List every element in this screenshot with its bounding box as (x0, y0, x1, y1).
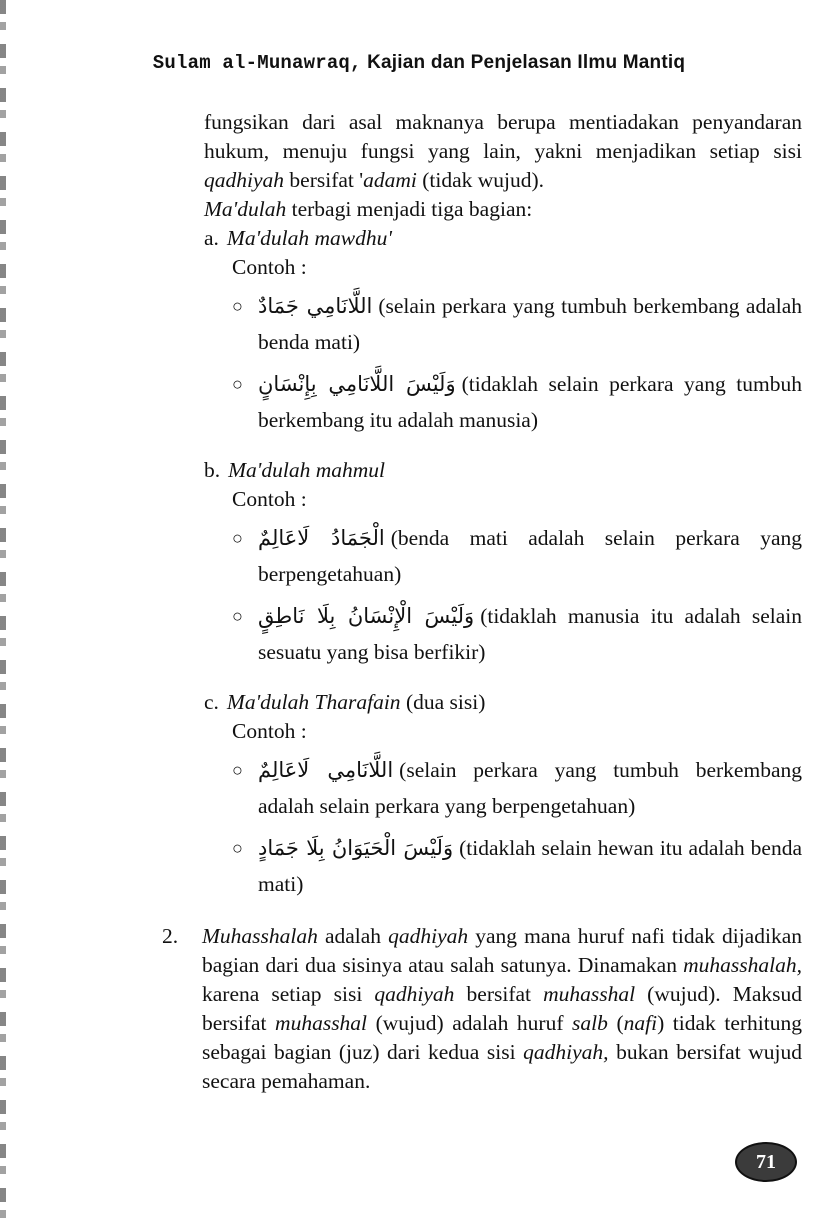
bullet-circle-icon: ○ (232, 528, 243, 548)
contoh-label: Contoh : (232, 255, 307, 279)
section-a-heading (204, 224, 802, 253)
arabic-phrase: اللَّانَامِي جَمَادٌ (258, 294, 373, 318)
header-title-rest: Kajian dan Penjelasan Ilmu Mantiq (361, 52, 686, 73)
example-item (232, 520, 802, 592)
section-b-heading (204, 456, 802, 485)
page-number: 71 (756, 1150, 776, 1173)
arabic-phrase: وَلَيْسَ الْحَيَوَانُ بِلَا جَمَادٍ (258, 836, 454, 860)
em: nafi (623, 1011, 658, 1035)
intro-em: Ma'dulah (204, 197, 287, 221)
contoh-label: Contoh : (232, 487, 307, 511)
em: qadhiyah, (523, 1040, 609, 1064)
bullet-circle-icon: ○ (232, 838, 243, 858)
em: Muhasshalah (202, 924, 318, 948)
em: muhasshal (543, 982, 636, 1006)
bullet-circle-icon: ○ (232, 374, 243, 394)
point-number: 2. (162, 924, 179, 948)
example-gloss: (tidaklah selain hewan itu adalah benda mati) (258, 836, 803, 896)
txt: bersifat (454, 982, 544, 1006)
em: qadhiyah (388, 924, 469, 948)
section-c-title: Ma'dulah Tharafain (226, 690, 401, 714)
section-b-title: Ma'dulah mahmul (228, 458, 386, 482)
arabic-phrase: الْجَمَادُ لَاعَالِمٌ (258, 526, 385, 550)
txt: karena setiap sisi (202, 982, 375, 1006)
page-number-badge (735, 1142, 797, 1182)
example-text (258, 288, 802, 360)
intro-em: qadhiyah (204, 168, 285, 192)
arabic-phrase: اللَّانَامِي لَاعَالِمٌ (258, 758, 394, 782)
txt: (wujud) adalah huruf (367, 1011, 573, 1035)
example-gloss: (benda mati adalah selain perkara yang berpengetahuan) (258, 526, 802, 586)
numbered-point-2 (162, 922, 802, 1096)
bullet-circle-icon: ○ (232, 760, 243, 780)
example-text (258, 598, 802, 670)
section-b (204, 456, 802, 670)
txt: bukan bersifat wujud secara pemahaman. (202, 1040, 802, 1093)
txt: yang mana huruf nafi tidak dijadikan bagian dari dua sisinya atau salah satunya. Dinamakan (202, 924, 802, 977)
intro-text: fungsikan dari asal maknanya berupa mentiadakan penyandaran hukum, menuju fungsi yang lain, yakni menjadikan setiap sisi (204, 110, 802, 163)
page-body (162, 108, 802, 1096)
txt: ( (607, 1011, 624, 1035)
example-text (258, 830, 802, 902)
intro-text: terbagi menjadi tiga bagian: (286, 197, 533, 221)
example-item (232, 830, 802, 902)
arabic-phrase: وَلَيْسَ اللَّانَامِي بِإِنْسَانٍ (258, 372, 456, 396)
contoh-label: Contoh : (232, 719, 307, 743)
intro-paragraph (204, 108, 802, 224)
example-gloss: (selain perkara yang tumbuh berkembang adalah selain perkara yang berpengetahuan) (258, 758, 802, 818)
bullet-circle-icon: ○ (232, 296, 243, 316)
example-gloss: (tidaklah selain perkara yang tumbuh berkembang itu adalah manusia) (258, 372, 802, 432)
example-item (232, 366, 802, 438)
txt: ) tidak terhitung sebagai bagian (juz) dari kedua sisi (202, 1011, 802, 1064)
example-gloss: (selain perkara yang tumbuh berkembang adalah benda mati) (258, 294, 802, 354)
intro-text: (tidak wujud). (416, 168, 545, 192)
section-c-title-wrap (227, 688, 485, 717)
point-2-text (202, 922, 802, 1096)
section-b-label: b. (204, 458, 221, 482)
section-a-title: Ma'dulah mawdhu' (226, 226, 392, 250)
header-title-mono: Sulam al-Munawraq, (152, 52, 362, 74)
example-item (232, 752, 802, 824)
example-text (258, 752, 802, 824)
section-a (204, 224, 802, 438)
section-c (204, 688, 802, 902)
txt: (wujud). Maksud bersifat (202, 982, 802, 1035)
example-item (232, 598, 802, 670)
section-c-heading (204, 688, 802, 717)
intro-em: adami (363, 168, 417, 192)
section-a-label: a. (204, 226, 219, 250)
em: muhasshal (275, 1011, 368, 1035)
em: qadhiyah (374, 982, 455, 1006)
em: salb (572, 1011, 608, 1035)
intro-text: bersifat ' (284, 168, 364, 192)
example-item (232, 288, 802, 360)
section-c-title-rest: (dua sisi) (400, 690, 486, 714)
arabic-phrase: وَلَيْسَ الْإِنْسَانُ بِلَا نَاطِقٍ (258, 604, 475, 628)
example-gloss: (tidaklah manusia itu adalah selain sesuatu yang bisa berfikir) (258, 604, 803, 664)
em: muhasshalah, (683, 953, 802, 977)
running-header (0, 52, 838, 74)
section-c-label: c. (204, 690, 219, 714)
txt: adalah (317, 924, 389, 948)
example-text (258, 366, 802, 438)
example-text (258, 520, 802, 592)
bullet-circle-icon: ○ (232, 606, 243, 626)
page-edge-scan (0, 0, 6, 1227)
